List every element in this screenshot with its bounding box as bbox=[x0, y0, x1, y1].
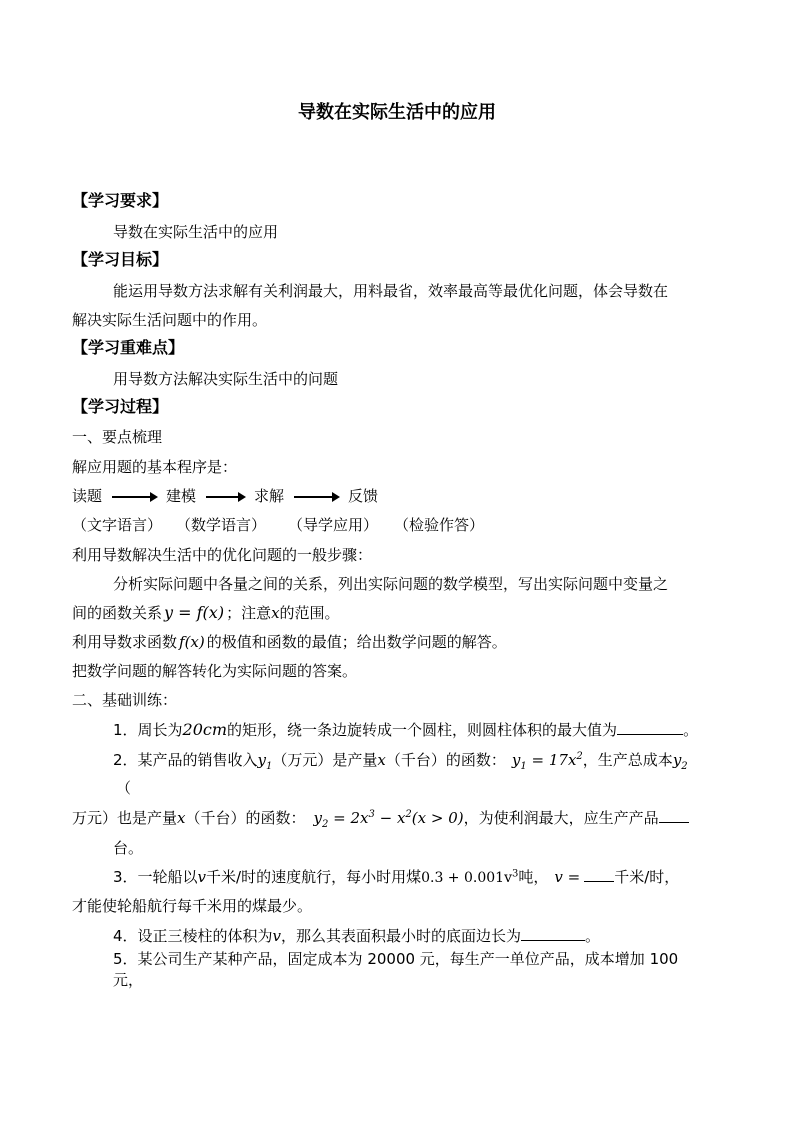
q2-y1-symbol: y bbox=[257, 751, 267, 769]
arrow-icon bbox=[112, 496, 156, 498]
step1-text-b: ；注意 bbox=[226, 604, 272, 622]
q2-f1-a: y bbox=[511, 751, 521, 769]
q3-text-b: 千米/时的速度航行，每小时用煤 bbox=[206, 868, 422, 886]
flow-note-1: （文字语言） bbox=[72, 516, 163, 534]
q2-f2-sup2: 2 bbox=[405, 809, 412, 820]
question-3-line-2: 才能使轮船航行每千米用的煤最少。 bbox=[72, 897, 313, 915]
goals-line-1: 能运用导数方法求解有关利润最大，用料最省，效率最高等最优化问题，体会导数在 bbox=[113, 282, 669, 300]
goals-line-2: 解决实际生活问题中的作用。 bbox=[72, 311, 268, 329]
q2-f2-b: = 2x bbox=[328, 809, 369, 827]
part2-heading: 二、基础训练： bbox=[72, 691, 178, 709]
q2-x: x bbox=[377, 751, 386, 769]
q3-coal-formula bbox=[421, 870, 518, 886]
step1-line-1: 分析实际问题中各量之间的关系，列出实际问题的数学模型，写出实际问题中变量之 bbox=[113, 575, 669, 593]
q2-answer-blank[interactable] bbox=[659, 808, 689, 823]
flow-note-4: （检验作答） bbox=[394, 516, 485, 534]
flow-row bbox=[72, 486, 378, 506]
page-title: 导数在实际生活中的应用 bbox=[298, 102, 496, 123]
step2-text-a: 利用导数求函数 bbox=[72, 633, 178, 651]
requirements-heading: 【学习要求】 bbox=[72, 191, 169, 210]
q2-f2-sup1: 3 bbox=[368, 809, 375, 820]
flow-note-2: （数学语言） bbox=[176, 516, 267, 534]
variable-x: x bbox=[271, 604, 280, 622]
arrow-icon bbox=[294, 496, 338, 498]
q3-v: v bbox=[197, 868, 207, 886]
q2-f1-sub: 1 bbox=[520, 761, 527, 772]
q2-line3-b: （千台）的函数： bbox=[185, 809, 306, 827]
step2-text-b: 的极值和函数的最值；给出数学问题的解答。 bbox=[206, 633, 507, 651]
question-2-line-3 bbox=[72, 808, 689, 828]
question-2-line-1 bbox=[113, 750, 688, 770]
question-2-paren: （ bbox=[116, 779, 132, 797]
q4-v: v bbox=[272, 927, 282, 945]
q3-text-d: 千米/时， bbox=[614, 868, 680, 886]
q2-f2-a: y bbox=[313, 809, 322, 827]
q2-f1-sup: 2 bbox=[576, 751, 583, 762]
q2-y2 bbox=[672, 751, 688, 772]
q3-answer-blank[interactable] bbox=[584, 867, 614, 882]
key-points-text: 用导数方法解决实际生活中的问题 bbox=[113, 370, 339, 388]
steps-intro: 利用导数解决生活中的优化问题的一般步骤： bbox=[72, 546, 373, 564]
q3-f-a: 0.3 + 0.001v bbox=[421, 870, 512, 886]
q2-line3-x: x bbox=[177, 809, 186, 827]
q3-text-c: 吨， bbox=[518, 868, 549, 886]
key-points-heading: 【学习重难点】 bbox=[72, 338, 185, 357]
q2-y1 bbox=[257, 751, 273, 772]
process-heading: 【学习过程】 bbox=[72, 397, 169, 416]
arrow-icon bbox=[206, 496, 244, 498]
question-1 bbox=[113, 720, 698, 740]
q2-text-c: （千台）的函数： bbox=[385, 751, 506, 769]
q1-text-a: 1．周长为 bbox=[113, 721, 183, 739]
q2-y1-sub: 1 bbox=[266, 761, 273, 772]
q4-text-b: ，那么其表面积最小时的底面边长为 bbox=[281, 927, 522, 945]
q2-cost-formula bbox=[313, 809, 464, 830]
q2-text-d: ，生产总成本 bbox=[582, 751, 673, 769]
requirements-text: 导数在实际生活中的应用 bbox=[113, 223, 279, 241]
step2-line bbox=[72, 632, 507, 652]
question-3-line-1 bbox=[113, 867, 679, 888]
flow-step-2: 建模 bbox=[166, 487, 197, 505]
q4-text-c: 。 bbox=[585, 927, 601, 945]
q2-f1-b: = 17x bbox=[526, 751, 577, 769]
q2-text-a: 2．某产品的销售收入 bbox=[113, 751, 258, 769]
step1-text-a: 间的函数关系 bbox=[72, 604, 163, 622]
q1-perimeter: 20cm bbox=[182, 720, 228, 739]
question-5-line-2: 元， bbox=[113, 971, 144, 989]
flow-step-3: 求解 bbox=[254, 487, 285, 505]
q4-text-a: 4．设正三棱柱的体积为 bbox=[113, 927, 273, 945]
flow-step-1: 读题 bbox=[72, 487, 103, 505]
q1-text-c: 。 bbox=[683, 721, 699, 739]
q2-revenue-formula bbox=[511, 751, 583, 772]
step1-line-2 bbox=[72, 603, 340, 623]
flow-note-3: （导学应用） bbox=[288, 516, 379, 534]
question-2-line-4: 台。 bbox=[113, 839, 144, 857]
q2-line3-c: ，为使利润最大，应生产产品 bbox=[463, 809, 659, 827]
goals-heading: 【学习目标】 bbox=[72, 250, 169, 269]
q2-y2-sub: 2 bbox=[681, 761, 688, 772]
q2-f2-sub: 2 bbox=[321, 819, 329, 830]
question-5-line-1: 5．某公司生产某种产品，固定成本为 20000 元，每生产一单位产品，成本增加 100 bbox=[113, 950, 679, 968]
step3-line: 把数学问题的解答转化为实际问题的答案。 bbox=[72, 662, 358, 680]
q2-f2-c: − x bbox=[374, 809, 406, 827]
function-formula: y = f(x) bbox=[164, 603, 225, 622]
flow-step-4: 反馈 bbox=[348, 487, 379, 505]
question-4 bbox=[113, 926, 600, 946]
q3-v-equals: v = bbox=[554, 868, 581, 886]
q3-f-sup: 3 bbox=[511, 868, 519, 880]
q2-y2-symbol: y bbox=[672, 751, 682, 769]
q1-text-b: 的矩形，绕一条边旋转成一个圆柱，则圆柱体积的最大值为 bbox=[227, 721, 618, 739]
q2-text-b: （万元）是产量 bbox=[272, 751, 378, 769]
q1-answer-blank[interactable] bbox=[617, 720, 683, 735]
q2-f2-d: (x > 0) bbox=[411, 809, 464, 827]
q3-text-a: 3．一轮船以 bbox=[113, 868, 198, 886]
q4-answer-blank[interactable] bbox=[521, 926, 585, 941]
function-formula-f: f(x) bbox=[179, 633, 205, 651]
q2-line3-a: 万元）也是产量 bbox=[72, 809, 178, 827]
procedure-intro: 解应用题的基本程序是： bbox=[72, 458, 238, 476]
part1-heading: 一、要点梳理 bbox=[72, 428, 163, 446]
step1-text-c: 的范围。 bbox=[279, 604, 340, 622]
